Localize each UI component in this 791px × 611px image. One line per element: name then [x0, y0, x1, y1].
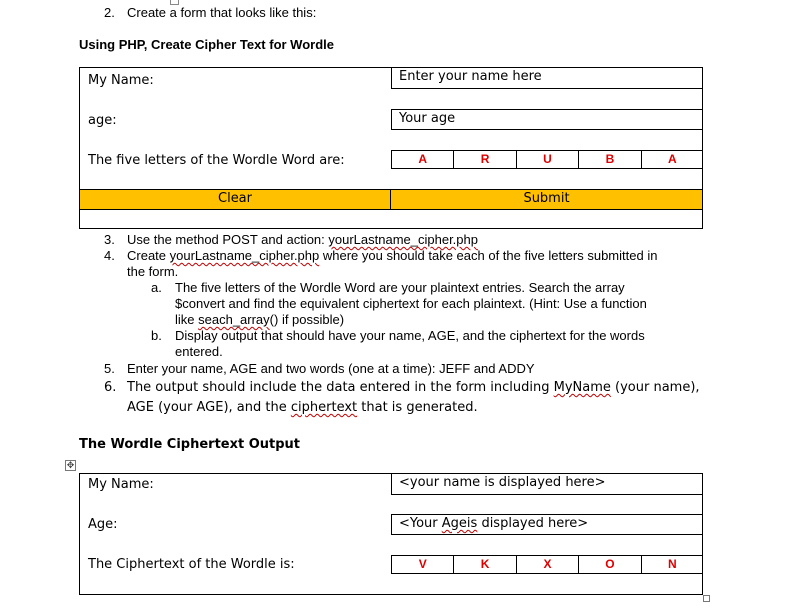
submit-button[interactable]: Submit [523, 191, 570, 206]
step-6-continued [127, 398, 478, 418]
step-text [127, 378, 700, 398]
step-number: 5. [104, 361, 115, 376]
sub-a-line-1: The five letters of the Wordle Word are your plaintext entries. Search the array [175, 280, 625, 295]
step-text-part: Create [127, 248, 170, 263]
letters-input-row [391, 150, 703, 169]
form-heading: Using PHP, Create Cipher Text for Wordle [79, 37, 334, 52]
clear-button[interactable]: Clear [80, 190, 391, 209]
table-move-handle-icon[interactable]: ✥ [66, 460, 75, 470]
sub-b-line-2: entered. [175, 344, 223, 359]
sub-b-number: b. [151, 328, 162, 343]
cipher-letters-row [391, 555, 703, 574]
letter-input-4[interactable]: B [579, 151, 641, 168]
output-heading: The Wordle Ciphertext Output [79, 437, 301, 452]
cipher-label: The Ciphertext of the Wordle is: [88, 557, 295, 572]
output-name-label: My Name: [88, 477, 154, 492]
step-number: 4. [104, 248, 115, 263]
age-input[interactable]: Your age [391, 109, 703, 130]
filename-text: yourLastname_cipher.php [328, 232, 478, 247]
age-label: age: [88, 113, 117, 128]
text-part: displayed here> [477, 516, 589, 531]
letter-input-5[interactable]: A [667, 152, 677, 166]
cipher-letter-3: X [517, 556, 579, 573]
sub-a-line-3 [175, 312, 344, 328]
text-part: <Your [399, 516, 442, 531]
button-row [80, 189, 702, 210]
step-text [127, 248, 657, 264]
letter-input-3[interactable]: U [517, 151, 579, 168]
output-name-value: <your name is displayed here> [391, 474, 703, 495]
step-number: 6. [104, 380, 117, 395]
name-input[interactable]: Enter your name here [391, 68, 703, 89]
output-age-label: Age: [88, 517, 118, 532]
text-part: AGE (your AGE), and the [127, 400, 291, 415]
cipher-letter-2: K [454, 556, 516, 573]
step-text: Create a form that looks like this: [127, 5, 317, 20]
function-name-text: seach_array [198, 312, 270, 327]
output-table [79, 473, 703, 595]
sub-b-line-1: Display output that should have your name, AGE, and the ciphertext for the words [175, 328, 645, 343]
text-part: () if possible) [269, 312, 345, 327]
step-text-part: Use the method POST and action: [127, 232, 329, 247]
letter-input-1[interactable]: A [392, 151, 454, 168]
step-4-continued: the form. [127, 264, 179, 279]
text-part: MyName [553, 380, 611, 395]
step-number: 3. [104, 232, 115, 247]
form-table [79, 67, 703, 229]
step-text: Enter your name, AGE and two words (one at a time): JEFF and ADDY [127, 361, 535, 376]
cipher-letter-4: O [579, 556, 641, 573]
text-part: Ageis [441, 516, 478, 531]
text-part: ciphertext [290, 400, 358, 415]
letters-label: The five letters of the Wordle Word are: [88, 153, 345, 168]
text-part: like [175, 312, 199, 327]
name-label: My Name: [88, 73, 154, 88]
step-number: 2. [104, 5, 115, 20]
output-age-value [391, 514, 703, 535]
text-part: (your name), [610, 380, 700, 395]
sub-a-number: a. [151, 280, 162, 295]
step-text-part: where you should take each of the five letters submitted in [319, 248, 658, 263]
table-resize-handle-icon[interactable] [703, 595, 710, 602]
sub-a-line-2: $convert and find the equivalent ciphertext for each plaintext. (Hint: Use a function [175, 296, 647, 311]
cipher-letter-1: V [392, 556, 454, 573]
step-text [127, 232, 478, 248]
text-part: The output should include the data entered in the form including [127, 380, 554, 395]
letter-input-2[interactable]: R [454, 151, 516, 168]
text-part: that is generated. [357, 400, 478, 415]
filename-text: yourLastname_cipher.php [169, 248, 320, 263]
cipher-letter-5: N [667, 557, 677, 571]
